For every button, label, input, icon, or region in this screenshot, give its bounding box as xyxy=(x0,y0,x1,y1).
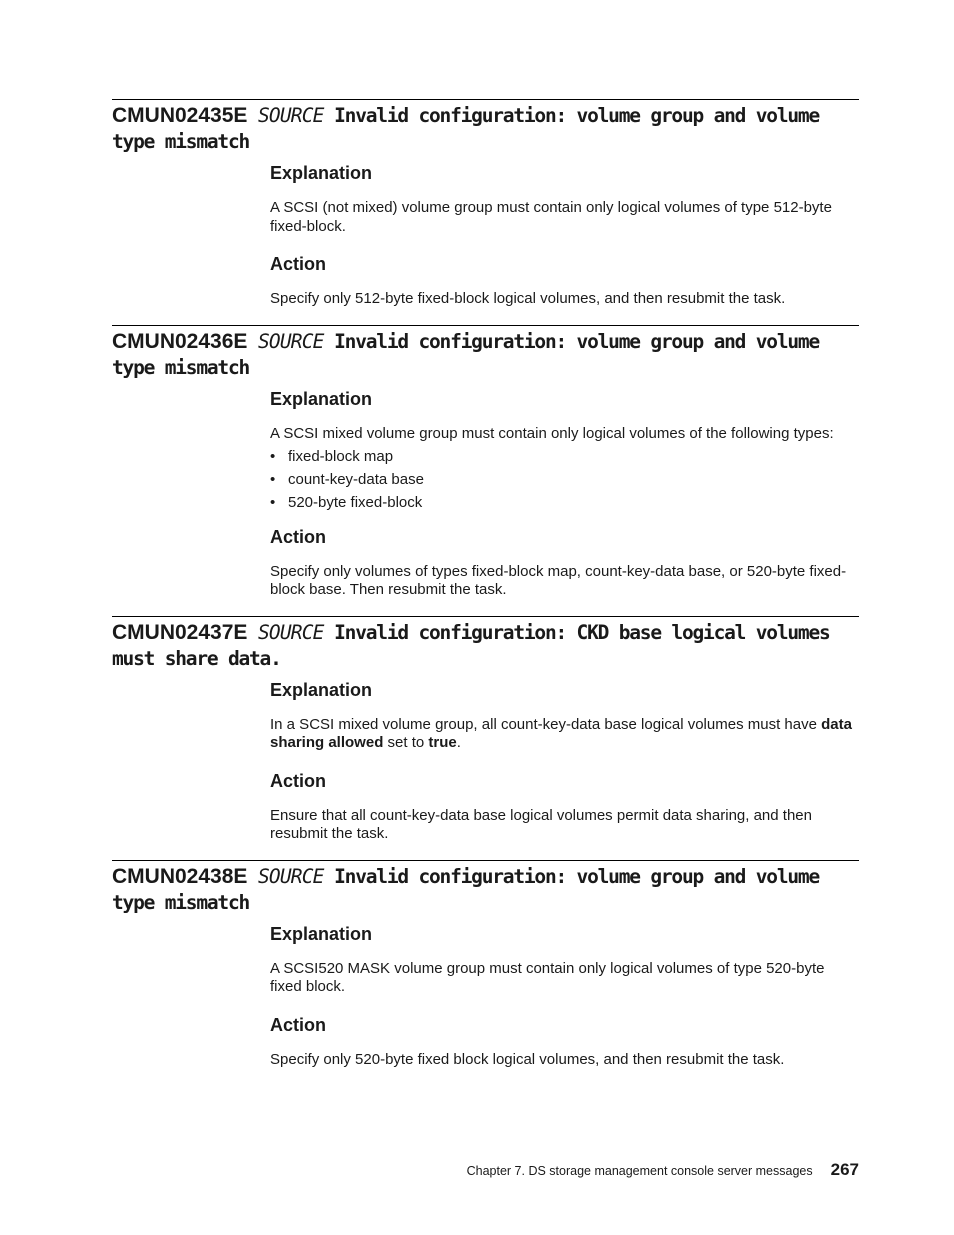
message-text-line2: type mismatch xyxy=(112,890,250,914)
message-body xyxy=(270,162,859,309)
list-item xyxy=(270,448,859,467)
explanation-text: A SCSI520 MASK volume group must contain only logical volumes of type 520-byte fixed block. xyxy=(270,959,825,995)
bullet-icon: • xyxy=(270,494,276,511)
message-entry xyxy=(112,99,859,309)
document-page xyxy=(112,99,859,1069)
message-heading xyxy=(112,620,859,672)
action-heading: Action xyxy=(270,1014,326,1035)
message-text-line1: Invalid configuration: volume group and volume xyxy=(334,329,819,353)
message-source: SOURCE xyxy=(257,864,324,888)
message-code: CMUN02436E xyxy=(112,329,248,353)
setting-value: true xyxy=(428,734,457,751)
explanation-text: A SCSI (not mixed) volume group must contain only logical volumes of type 512-byte fixed-block. xyxy=(270,199,832,235)
message-heading xyxy=(112,864,859,916)
message-heading xyxy=(112,103,859,155)
message-heading xyxy=(112,329,859,381)
message-code: CMUN02438E xyxy=(112,864,248,888)
action-heading: Action xyxy=(270,770,326,791)
message-text-line2: type mismatch xyxy=(112,355,250,379)
explanation-text: A SCSI mixed volume group must contain only logical volumes of the following types: xyxy=(270,424,834,442)
explanation-text-start: In a SCSI mixed volume group, all count-key-data base logical volumes must have xyxy=(270,715,822,733)
message-code: CMUN02435E xyxy=(112,104,248,127)
list-item-text: 520-byte fixed-block xyxy=(288,494,423,511)
message-body xyxy=(270,388,859,600)
message-text-line1: Invalid configuration: CKD base logical volumes xyxy=(334,620,830,644)
action-text: Ensure that all count-key-data base logical volumes permit data sharing, and then resubmit the task. xyxy=(270,806,812,842)
message-text-line2: type mismatch xyxy=(112,130,250,153)
explanation-heading: Explanation xyxy=(270,388,373,409)
action-heading: Action xyxy=(270,254,326,274)
message-text-line1: Invalid configuration: volume group and volume xyxy=(334,104,819,127)
chapter-title: Chapter 7. DS storage management console server messages xyxy=(466,1164,813,1178)
bullet-icon: • xyxy=(270,448,276,465)
message-body xyxy=(270,679,859,844)
explanation-heading: Explanation xyxy=(270,679,373,700)
list-item-text: fixed-block map xyxy=(288,448,394,465)
explanation-heading: Explanation xyxy=(270,163,373,183)
message-source: SOURCE xyxy=(257,620,324,644)
message-entry xyxy=(112,325,859,600)
message-code: CMUN02437E xyxy=(112,620,248,644)
action-text: Specify only volumes of types fixed-block map, count-key-data base, or 520-byte fixed-block base. Then resubmit the task. xyxy=(270,562,847,598)
list-item xyxy=(270,494,859,513)
message-text-line1: Invalid configuration: volume group and volume xyxy=(334,864,819,888)
explanation-heading: Explanation xyxy=(270,923,373,944)
explanation-text xyxy=(270,716,859,753)
explanation-text-mid: set to xyxy=(383,734,429,751)
message-source: SOURCE xyxy=(257,104,324,127)
action-text: Specify only 512-byte fixed-block logical volumes, and then resubmit the task. xyxy=(270,290,786,307)
bullet-icon: • xyxy=(270,471,276,488)
explanation-text-end: . xyxy=(456,734,461,751)
message-source: SOURCE xyxy=(257,329,324,353)
setting-name: data sharing allowed xyxy=(270,715,852,751)
volume-type-list xyxy=(270,448,859,513)
page-number: 267 xyxy=(830,1160,859,1179)
action-text: Specify only 520-byte fixed block logical volumes, and then resubmit the task. xyxy=(270,1050,785,1068)
message-body xyxy=(270,923,859,1070)
page-footer xyxy=(467,1160,859,1180)
list-item-text: count-key-data base xyxy=(288,471,424,488)
message-entry xyxy=(112,616,859,844)
action-heading: Action xyxy=(270,526,326,547)
message-text-line2: must share data. xyxy=(112,646,281,670)
message-entry xyxy=(112,860,859,1070)
list-item xyxy=(270,471,859,490)
